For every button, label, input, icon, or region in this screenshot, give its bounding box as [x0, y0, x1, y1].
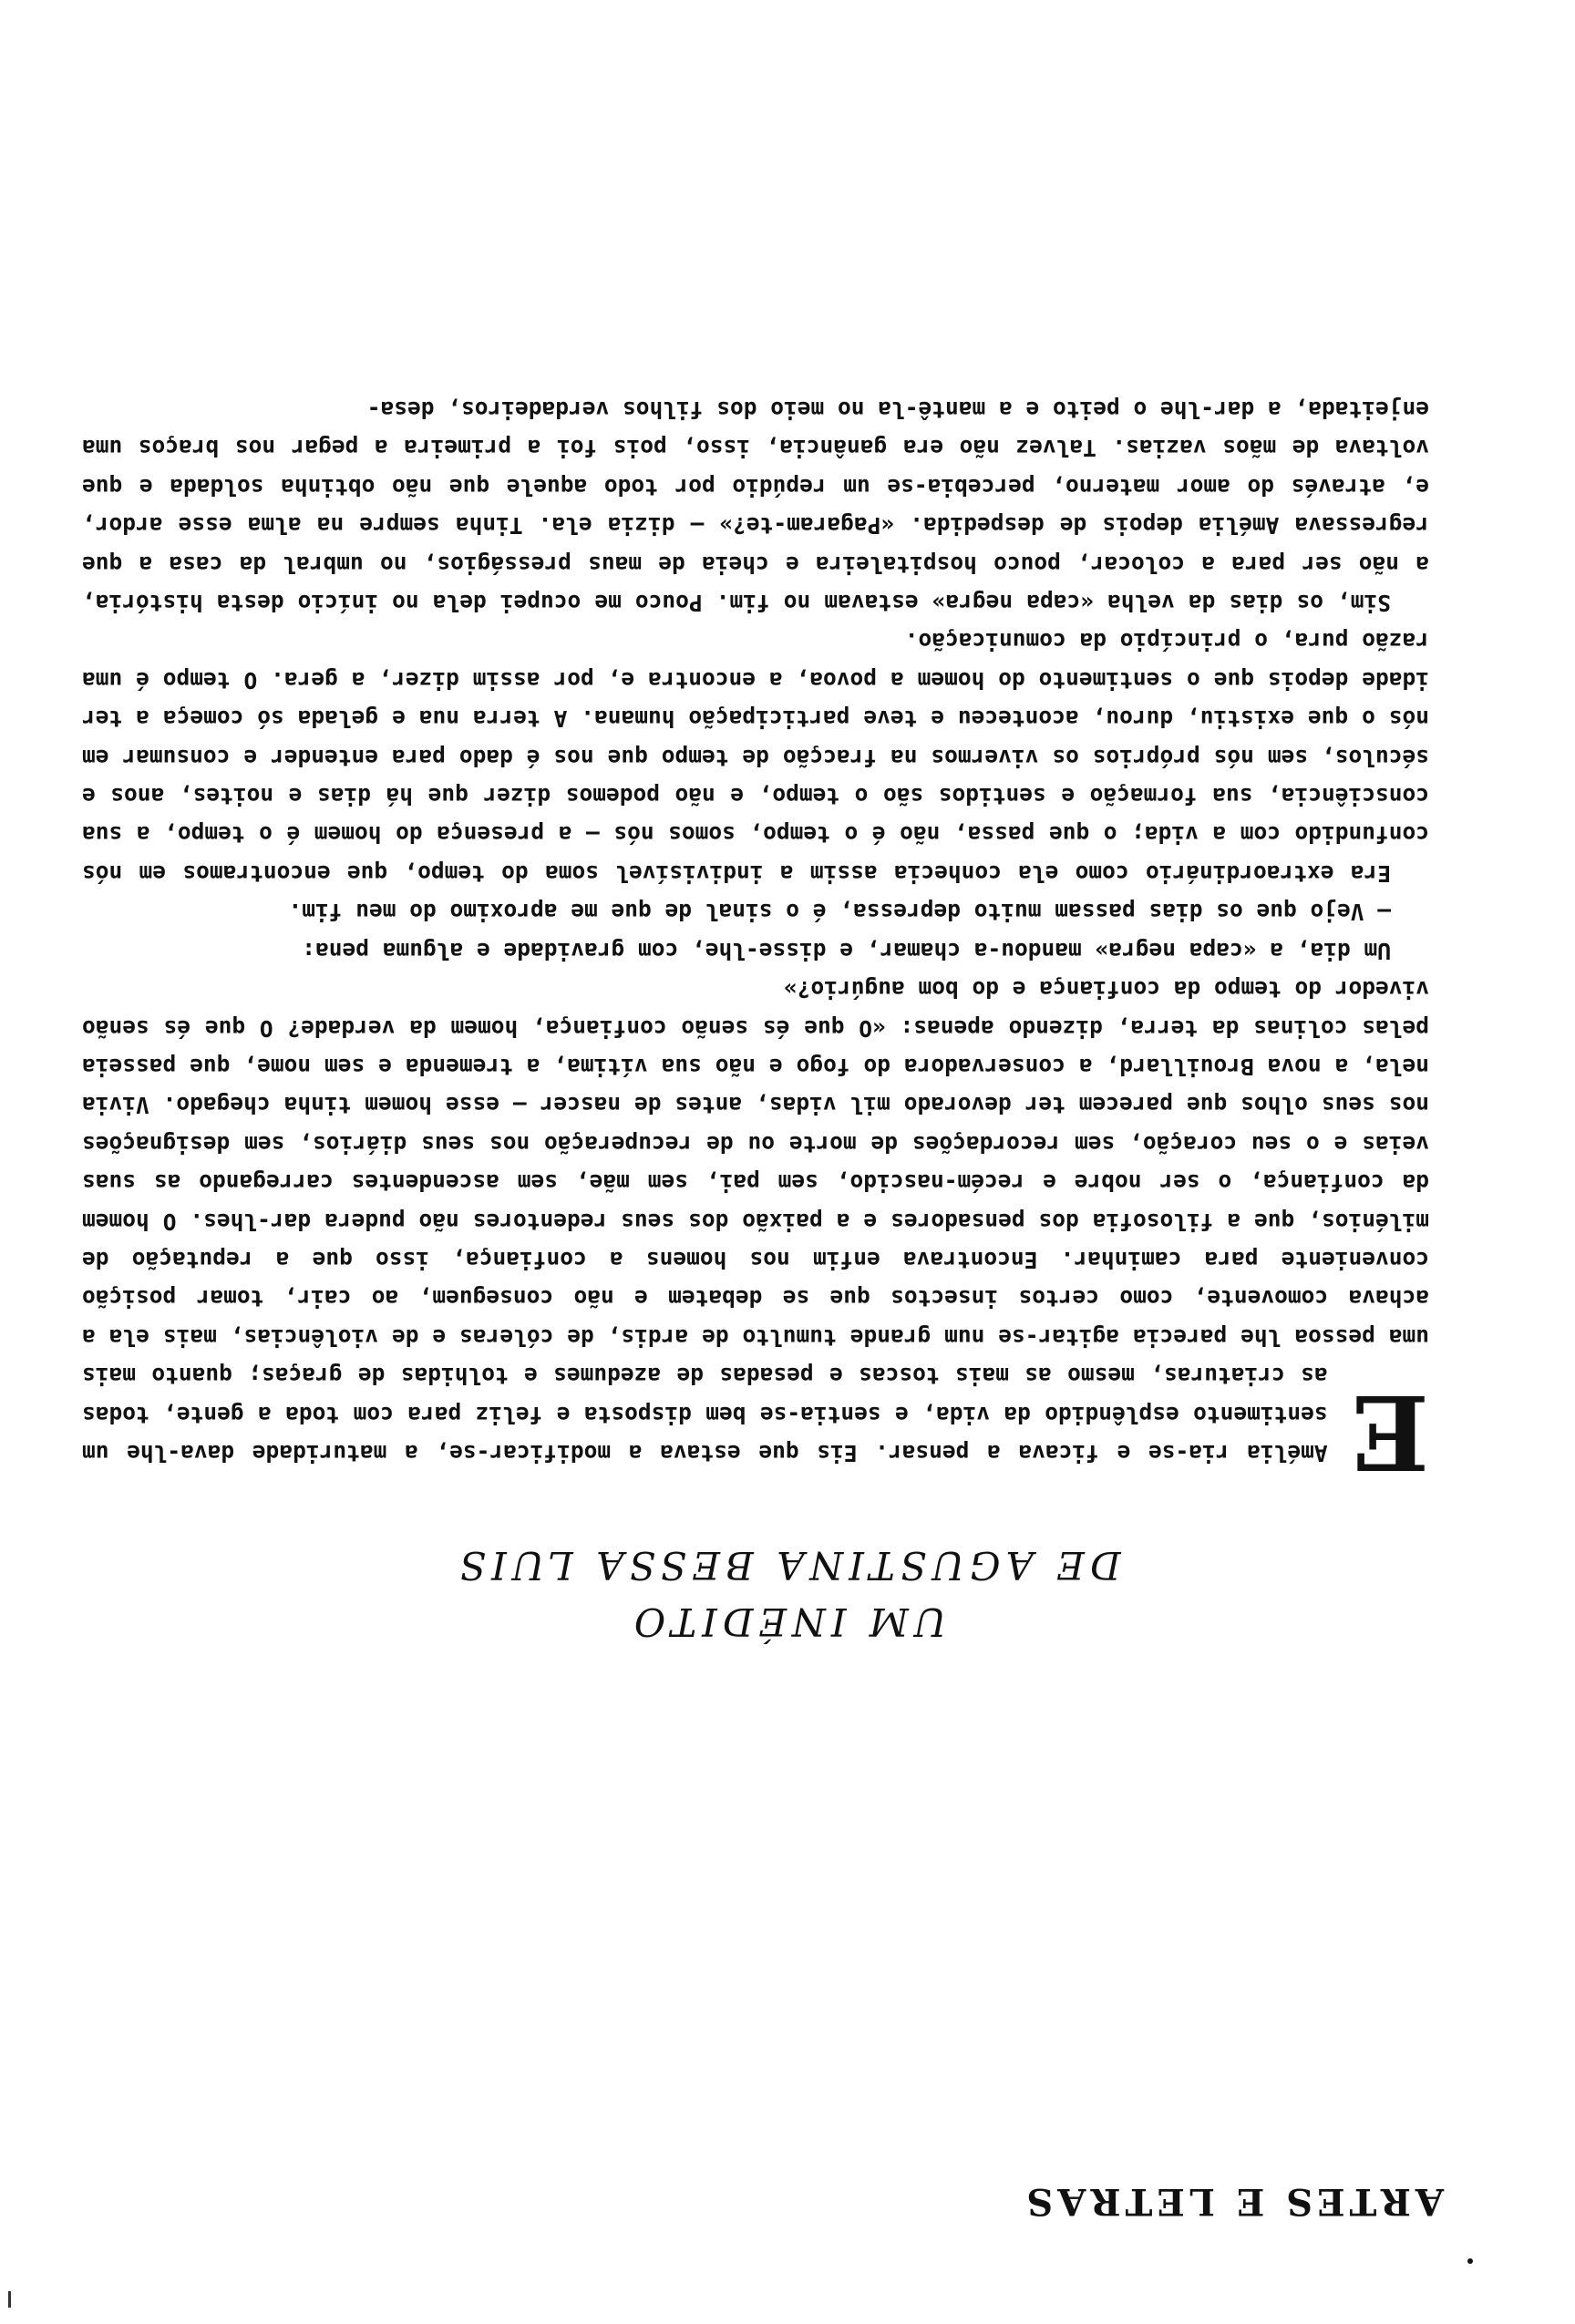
bullet-dot — [1467, 2258, 1473, 2264]
article-body — [82, 390, 1429, 1491]
heading-line-1: UM INÉDITO — [628, 1599, 947, 1644]
section-title: ARTES E LETRAS — [1022, 2180, 1444, 2223]
drop-cap: E — [1351, 1372, 1429, 1491]
margin-mark — [8, 2291, 11, 2308]
paragraph-2: Um dia, a «capa negra» mandou-a chamar, e disse-lhe, com gravidade e alguma pena: — [302, 937, 1391, 964]
paragraph-1-text: Amélia ria-se e ficava a pensar. Eis que estava a modificar-se, a maturidade dava-lhe um sentimento esplêndido da vida, e sentia-se bem disposta e feliz para com toda a gente, todas as criaturas, mesmo as mais toscas e pesadas de azedumes e tolhidas de graças; quanto mais uma pessoa lhe parecia agitar-se num grande tumulto de ardis, de cóleras e de violências, mais ela a achava comovente, como certos insectos que se debatem e não conseguem, ao cair, tomar posição conveniente para caminhar. Encontrava enfim nos homens a confiança, isso que a reputação de milénios, que a filosofia dos pensadores e a paixão dos seus redentores não pudera dar-lhes. O homem da confiança, o ser nobre e recém-nascido, sem pai, sem mãe, sem ascendentes carregando as suas veias e o seu coração, sem recordações de morte ou de recuperação nos seus diários, sem designações nos seus olhos que parecem ter devorado mil vidas, antes de nascer — esse homem tinha chegado. Vivia nela, a nova Brouillard, a conservadora do fogo e não sua vítima, a tremenda e sem nome, que passeia pelas colinas da terra, dizendo apenas: «O que és senão confiança, homem da verdade? O que és senão vivedor do tempo da confiança e do bom augúrio?» — [82, 976, 1429, 1466]
paragraph-3: — Vejo que os dias passam muito depressa, é o sinal de que me aproximo do meu fim. — [288, 899, 1391, 926]
paragraph-4: Era extraordinário como ela conhecia assim a indivisível soma do tempo, que encontramos em nós confundido com a vida; o que passa, não é o tempo, somos nós — a presença do homem é o tempo, a sua consciência, sua formação e sentidos são o tempo, e não podemos dizer que há dias e noites, anos e séculos, sem nós próprios os vivermos na fracção de tempo que nos é dado para entender e consumar em nós o que existiu, durou, aconteceu e teve participação humana. A terra nua e gelada só começa a ter idade depois que o sentimento do homem a povoa, a encontra e, por assim dizer, a gera. O tempo é uma razão pura, o princípio da comunicação. — [82, 628, 1429, 887]
paragraph-1 — [82, 970, 1429, 1491]
paragraph-5: Sim, os dias da velha «capa negra» estavam no fim. Pouco me ocupei dela no início desta história, a não ser para a colocar, pouco hospitaleira e cheia de maus presságios, no umbral da casa a que regressava Amélia depois de despedida. «Pagaram-te?» — dizia ela. Tinha sempre na alma esse ardor, e, através do amor materno, percebia-se um repúdio por todo aquele que não obtinha soldada e que voltava de mãos vazias. Talvez não era ganância, isso, pois foi a primeira a pegar nos braços uma enjeitada, a dar-lhe o peito e a mantê-la no meio dos filhos verdadeiros, desa- — [82, 396, 1429, 617]
article-heading — [0, 1537, 1575, 1650]
heading-line-2: DE AGUSTINA BESSA LUIS — [454, 1543, 1121, 1588]
